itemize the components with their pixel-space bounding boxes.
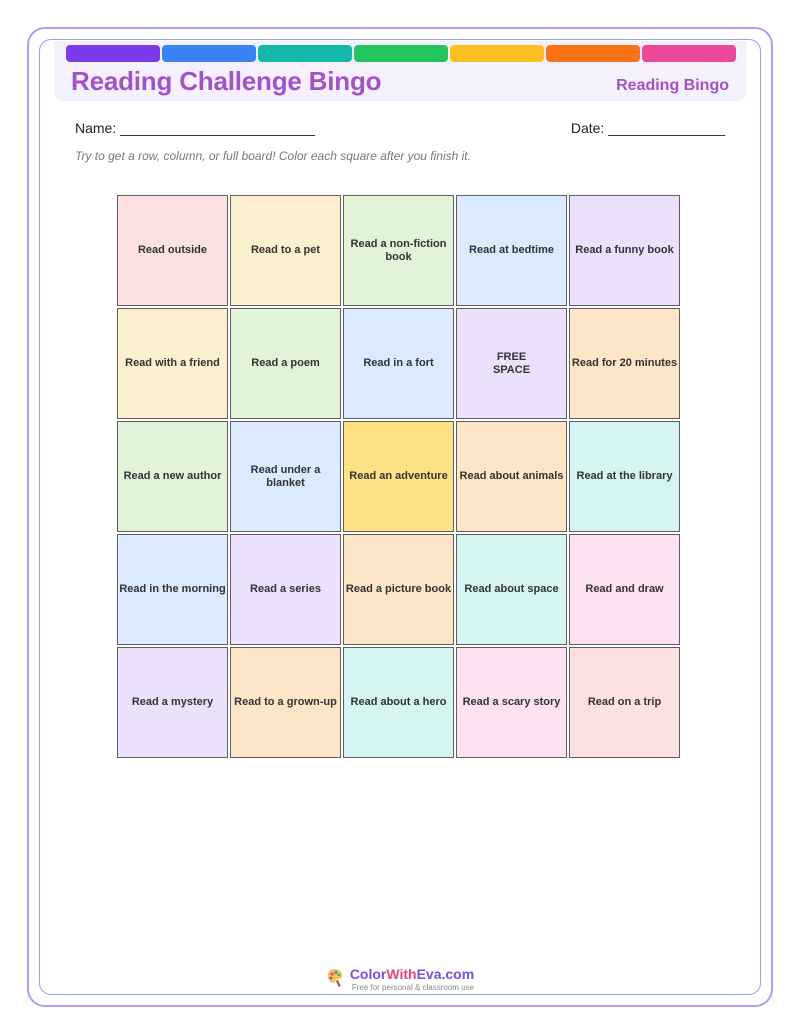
bingo-square-label: Read a non-fiction book — [350, 237, 447, 263]
rainbow-segment — [354, 45, 448, 62]
bingo-square[interactable] — [569, 421, 680, 532]
bingo-square-label: Read a picture book — [345, 583, 452, 595]
bingo-square[interactable] — [569, 647, 680, 758]
bingo-square-label: Read about a hero — [350, 696, 447, 708]
instructions-text: Try to get a row, column, or full board! Color each square after you finish it. — [75, 149, 471, 163]
bingo-square-label: Read a mystery — [131, 696, 214, 708]
bingo-square-label: Read about space — [464, 583, 559, 595]
bingo-square-label: Read and draw — [585, 583, 664, 595]
bingo-square[interactable] — [117, 647, 228, 758]
bingo-square-label: Read a funny book — [575, 244, 674, 256]
brand-tagline: Free for personal & classroom use — [351, 983, 475, 992]
bingo-square-label: Read in a fort — [363, 357, 434, 369]
bingo-square-label: Read for 20 minutes — [571, 357, 678, 369]
bingo-square[interactable] — [230, 308, 341, 419]
bingo-square[interactable] — [230, 647, 341, 758]
bingo-square[interactable] — [343, 195, 454, 306]
rainbow-segment — [258, 45, 352, 62]
bingo-square[interactable] — [456, 534, 567, 645]
bingo-square[interactable] — [343, 534, 454, 645]
bingo-square[interactable] — [456, 308, 567, 419]
page-title: Reading Challenge Bingo — [71, 66, 382, 96]
bingo-square-label: Read an adventure — [349, 470, 448, 482]
bingo-square-label: Read a scary story — [462, 696, 561, 708]
date-field: Date: _______________ — [570, 120, 725, 136]
bingo-square[interactable] — [569, 534, 680, 645]
bingo-square[interactable] — [117, 534, 228, 645]
bingo-square-label: Read a new author — [123, 470, 222, 482]
bingo-square[interactable] — [117, 308, 228, 419]
bingo-square-label: Read a series — [250, 583, 321, 595]
bingo-square[interactable] — [117, 421, 228, 532]
palette-icon — [326, 967, 344, 987]
rainbow-segment — [642, 45, 736, 62]
bingo-square-label: Read outside — [137, 244, 208, 256]
rainbow-segment — [66, 45, 160, 62]
bingo-square-label: Read under a blanket — [250, 463, 321, 489]
bingo-square-label: Read to a grown-up — [234, 696, 337, 708]
rainbow-segment — [162, 45, 256, 62]
bingo-square[interactable] — [569, 195, 680, 306]
bingo-square[interactable] — [230, 534, 341, 645]
rainbow-segment — [450, 45, 544, 62]
bingo-square-label: Read about animals — [459, 470, 564, 482]
bingo-square[interactable] — [456, 647, 567, 758]
bingo-square-label: Read with a friend — [125, 357, 220, 369]
bingo-square[interactable] — [343, 308, 454, 419]
footer — [0, 966, 800, 992]
bingo-square[interactable] — [456, 421, 567, 532]
bingo-square-label: Read to a pet — [250, 244, 321, 256]
bingo-board — [117, 195, 681, 759]
page-subtitle: Reading Bingo — [616, 77, 729, 94]
bingo-square-label: Read in the morning — [119, 583, 226, 595]
bingo-square[interactable] — [230, 421, 341, 532]
bingo-square-label: FREE SPACE — [492, 350, 531, 376]
bingo-square-label: Read a poem — [251, 357, 320, 369]
rainbow-segment — [546, 45, 640, 62]
bingo-square[interactable] — [343, 421, 454, 532]
bingo-square-label: Read on a trip — [587, 696, 662, 708]
brand-name: ColorWithEva.com — [349, 966, 475, 982]
rainbow-stripe — [66, 45, 736, 62]
bingo-square-label: Read at bedtime — [469, 244, 554, 256]
name-field: Name: _________________________ — [75, 120, 315, 136]
bingo-square-label: Read at the library — [576, 470, 673, 482]
bingo-square[interactable] — [569, 308, 680, 419]
bingo-square[interactable] — [456, 195, 567, 306]
bingo-square[interactable] — [343, 647, 454, 758]
bingo-square[interactable] — [117, 195, 228, 306]
bingo-square[interactable] — [230, 195, 341, 306]
